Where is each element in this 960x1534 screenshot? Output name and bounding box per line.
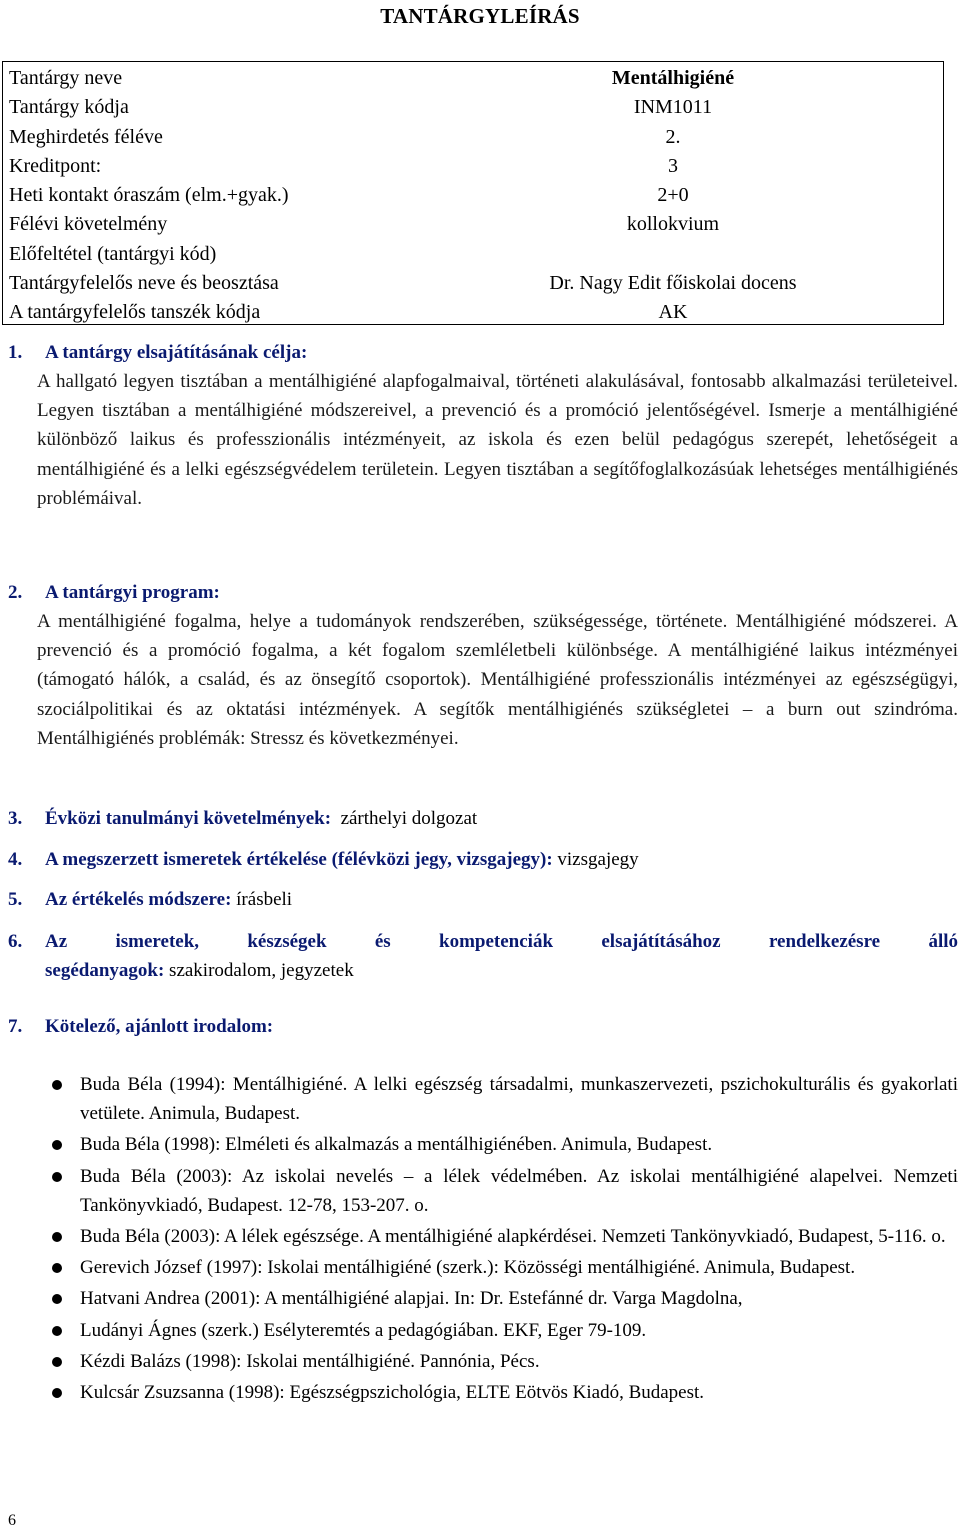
section-text: A mentálhigiéné fogalma, helye a tudományok rendszerében, szükségessége, története. Mentálhigiéné módszerei. A prevenció és a promóció fogalma, a két fogalom szemléletbeli különbsége. A mentálhigiéné laikus intézményei (támogató hálók, a család, és az önsegítő csoportok). Mentálhigiéné professzionális intézményei az egészségügyi, szociálpolitikai és az oktatási intézmények. A segítők mentálhigiénés szükségletei – a burn out szindróma. Mentálhigiénés problémák: Stressz és következményei. xyxy=(37,611,958,749)
bullet-icon xyxy=(52,1326,62,1336)
list-item xyxy=(46,1130,958,1159)
info-row-responsible xyxy=(3,269,943,298)
section-heading xyxy=(8,804,958,833)
bullet-icon xyxy=(52,1294,62,1304)
literature-entry: Gerevich József (1997): Iskolai mentálhigiéné (szerk.): Közösségi mentálhigiéné. Animula, Budapest. xyxy=(80,1257,856,1279)
info-label: Tantárgy neve xyxy=(9,67,123,89)
section-title-cont: segédanyagok: xyxy=(45,960,165,981)
section-number: 5. xyxy=(8,889,23,910)
section-heading xyxy=(8,885,958,914)
section-heading-cont xyxy=(8,956,958,985)
info-value: Dr. Nagy Edit főiskolai docens xyxy=(549,272,797,295)
section-heading xyxy=(8,338,958,367)
section-6-materials xyxy=(8,927,958,985)
document-title: TANTÁRGYLEÍRÁS xyxy=(380,4,580,28)
literature-entry: Buda Béla (2003): Az iskolai nevelés – a lélek védelmében. Az iskolai mentálhigiéné alapelvei. Nemzeti Tankönyvkiadó, Budapest. 12-78, 153-207. o. xyxy=(80,1165,958,1216)
info-row-semester xyxy=(3,123,943,152)
list-item xyxy=(46,1347,958,1376)
list-item xyxy=(46,1316,958,1345)
literature-entry: Kézdi Balázs (1998): Iskolai mentálhigiéné. Pannónia, Pécs. xyxy=(80,1350,540,1372)
literature-entry: Buda Béla (1994): Mentálhigiéné. A lelki egészség társadalmi, munkaszervezeti, pszichokulturális és gyakorlati vetülete. Animula, Budapest. xyxy=(80,1074,958,1125)
info-value: Mentálhigiéné xyxy=(611,67,735,89)
list-item xyxy=(46,1378,958,1407)
literature-entry: Ludányi Ágnes (szerk.) Esélyteremtés a pedagógiában. EKF, Eger 79-109. xyxy=(80,1319,647,1341)
info-label: Félévi követelmény xyxy=(9,213,168,236)
course-info-table xyxy=(2,61,944,325)
section-title: Kötelező, ajánlott irodalom: xyxy=(45,1016,274,1037)
bullet-icon xyxy=(52,1172,62,1182)
bullet-icon xyxy=(52,1263,62,1273)
section-5-method xyxy=(8,885,958,914)
info-row-department xyxy=(3,298,943,327)
section-heading xyxy=(8,927,958,956)
info-row-credit xyxy=(3,152,943,181)
list-item xyxy=(46,1070,958,1128)
section-7-literature xyxy=(8,1012,958,1041)
info-label: Kreditpont: xyxy=(9,154,102,177)
section-1-goal xyxy=(8,338,958,513)
section-title: A tantárgy elsajátításának célja: xyxy=(45,342,308,363)
section-title: A megszerzett ismeretek értékelése (félévközi jegy, vizsgajegy): xyxy=(45,849,553,870)
section-heading xyxy=(8,578,958,607)
info-label: Heti kontakt óraszám (elm.+gyak.) xyxy=(9,184,289,207)
info-value xyxy=(399,240,943,269)
bullet-icon xyxy=(52,1388,62,1398)
literature-list xyxy=(46,1070,958,1409)
info-row-hours xyxy=(3,181,943,210)
section-title: A tantárgyi program: xyxy=(45,582,220,603)
info-value: 2+0 xyxy=(657,184,689,207)
list-item xyxy=(46,1284,958,1313)
bullet-icon xyxy=(52,1232,62,1242)
literature-entry: Buda Béla (1998): Elméleti és alkalmazás a mentálhigiénében. Animula, Budapest. xyxy=(80,1134,713,1156)
info-label: Tantárgyfelelős neve és beosztása xyxy=(9,272,279,295)
info-label: A tantárgyfelelős tanszék kódja xyxy=(9,301,261,324)
section-title: Évközi tanulmányi követelmények: xyxy=(45,808,332,829)
section-title: Az ismeretek, készségek és kompetenciák elsajátításához rendelkezésre álló xyxy=(45,931,958,952)
info-label: Tantárgy kódja xyxy=(9,96,129,119)
info-value: AK xyxy=(658,301,688,324)
bullet-icon xyxy=(52,1140,62,1150)
info-row-requirement xyxy=(3,210,943,239)
info-value: 2. xyxy=(665,125,681,148)
list-item xyxy=(46,1253,958,1282)
section-number: 7. xyxy=(8,1016,23,1037)
section-number: 4. xyxy=(8,849,23,870)
list-item xyxy=(46,1162,958,1220)
info-row-code xyxy=(3,93,943,122)
info-value: 3 xyxy=(668,154,678,177)
section-text: A hallgató legyen tisztában a mentálhigiéné alapfogalmaival, történeti alakulásával, fontosabb alkalmazási területeivel. Legyen tisztában a mentálhigiéné módszereivel, a prevenció és a promóció jelentőségével. Ismerje a mentálhigiéné különböző laikus és professzionális intézményeit, az iskola és ezen belül pedagógus szerepét, lehetőségeit a mentálhigiéné és a lelki egészségvédelem területein. Legyen tisztában a segítőfoglalkozásúak lehetséges mentálhigiénés problémáival. xyxy=(37,371,958,509)
section-value: szakirodalom, jegyzetek xyxy=(169,960,354,981)
bullet-icon xyxy=(52,1357,62,1367)
section-4-evaluation xyxy=(8,845,958,874)
info-row-name xyxy=(3,64,943,93)
info-value: INM1011 xyxy=(633,96,713,119)
info-value: kollokvium xyxy=(626,213,720,236)
literature-entry: Buda Béla (2003): A lélek egészsége. A mentálhigiéné alapkérdései. Nemzeti Tankönyvkiadó, Budapest, 5-116. o. xyxy=(80,1226,946,1248)
section-value: zárthelyi dolgozat xyxy=(340,808,478,829)
section-number: 6. xyxy=(8,931,23,952)
bullet-icon xyxy=(52,1080,62,1090)
page-number: 6 xyxy=(8,1512,16,1529)
section-title: Az értékelés módszere: xyxy=(45,889,232,910)
section-value: írásbeli xyxy=(236,889,293,910)
section-number: 1. xyxy=(8,342,23,363)
info-row-prerequisite xyxy=(3,240,943,269)
section-heading xyxy=(8,845,958,874)
section-number: 2. xyxy=(8,582,23,603)
literature-entry: Hatvani Andrea (2001): A mentálhigiéné alapjai. In: Dr. Estefánné dr. Varga Magdolna, xyxy=(80,1288,743,1310)
section-number: 3. xyxy=(8,808,23,829)
section-heading xyxy=(8,1012,958,1041)
info-label: Előfeltétel (tantárgyi kód) xyxy=(9,242,217,265)
section-2-program xyxy=(8,578,958,753)
literature-entry: Kulcsár Zsuzsanna (1998): Egészségpszichológia, ELTE Eötvös Kiadó, Budapest. xyxy=(80,1382,705,1404)
list-item xyxy=(46,1222,958,1251)
section-value: vizsgajegy xyxy=(557,849,639,870)
section-3-requirements xyxy=(8,804,958,833)
info-label: Meghirdetés féléve xyxy=(9,125,163,148)
